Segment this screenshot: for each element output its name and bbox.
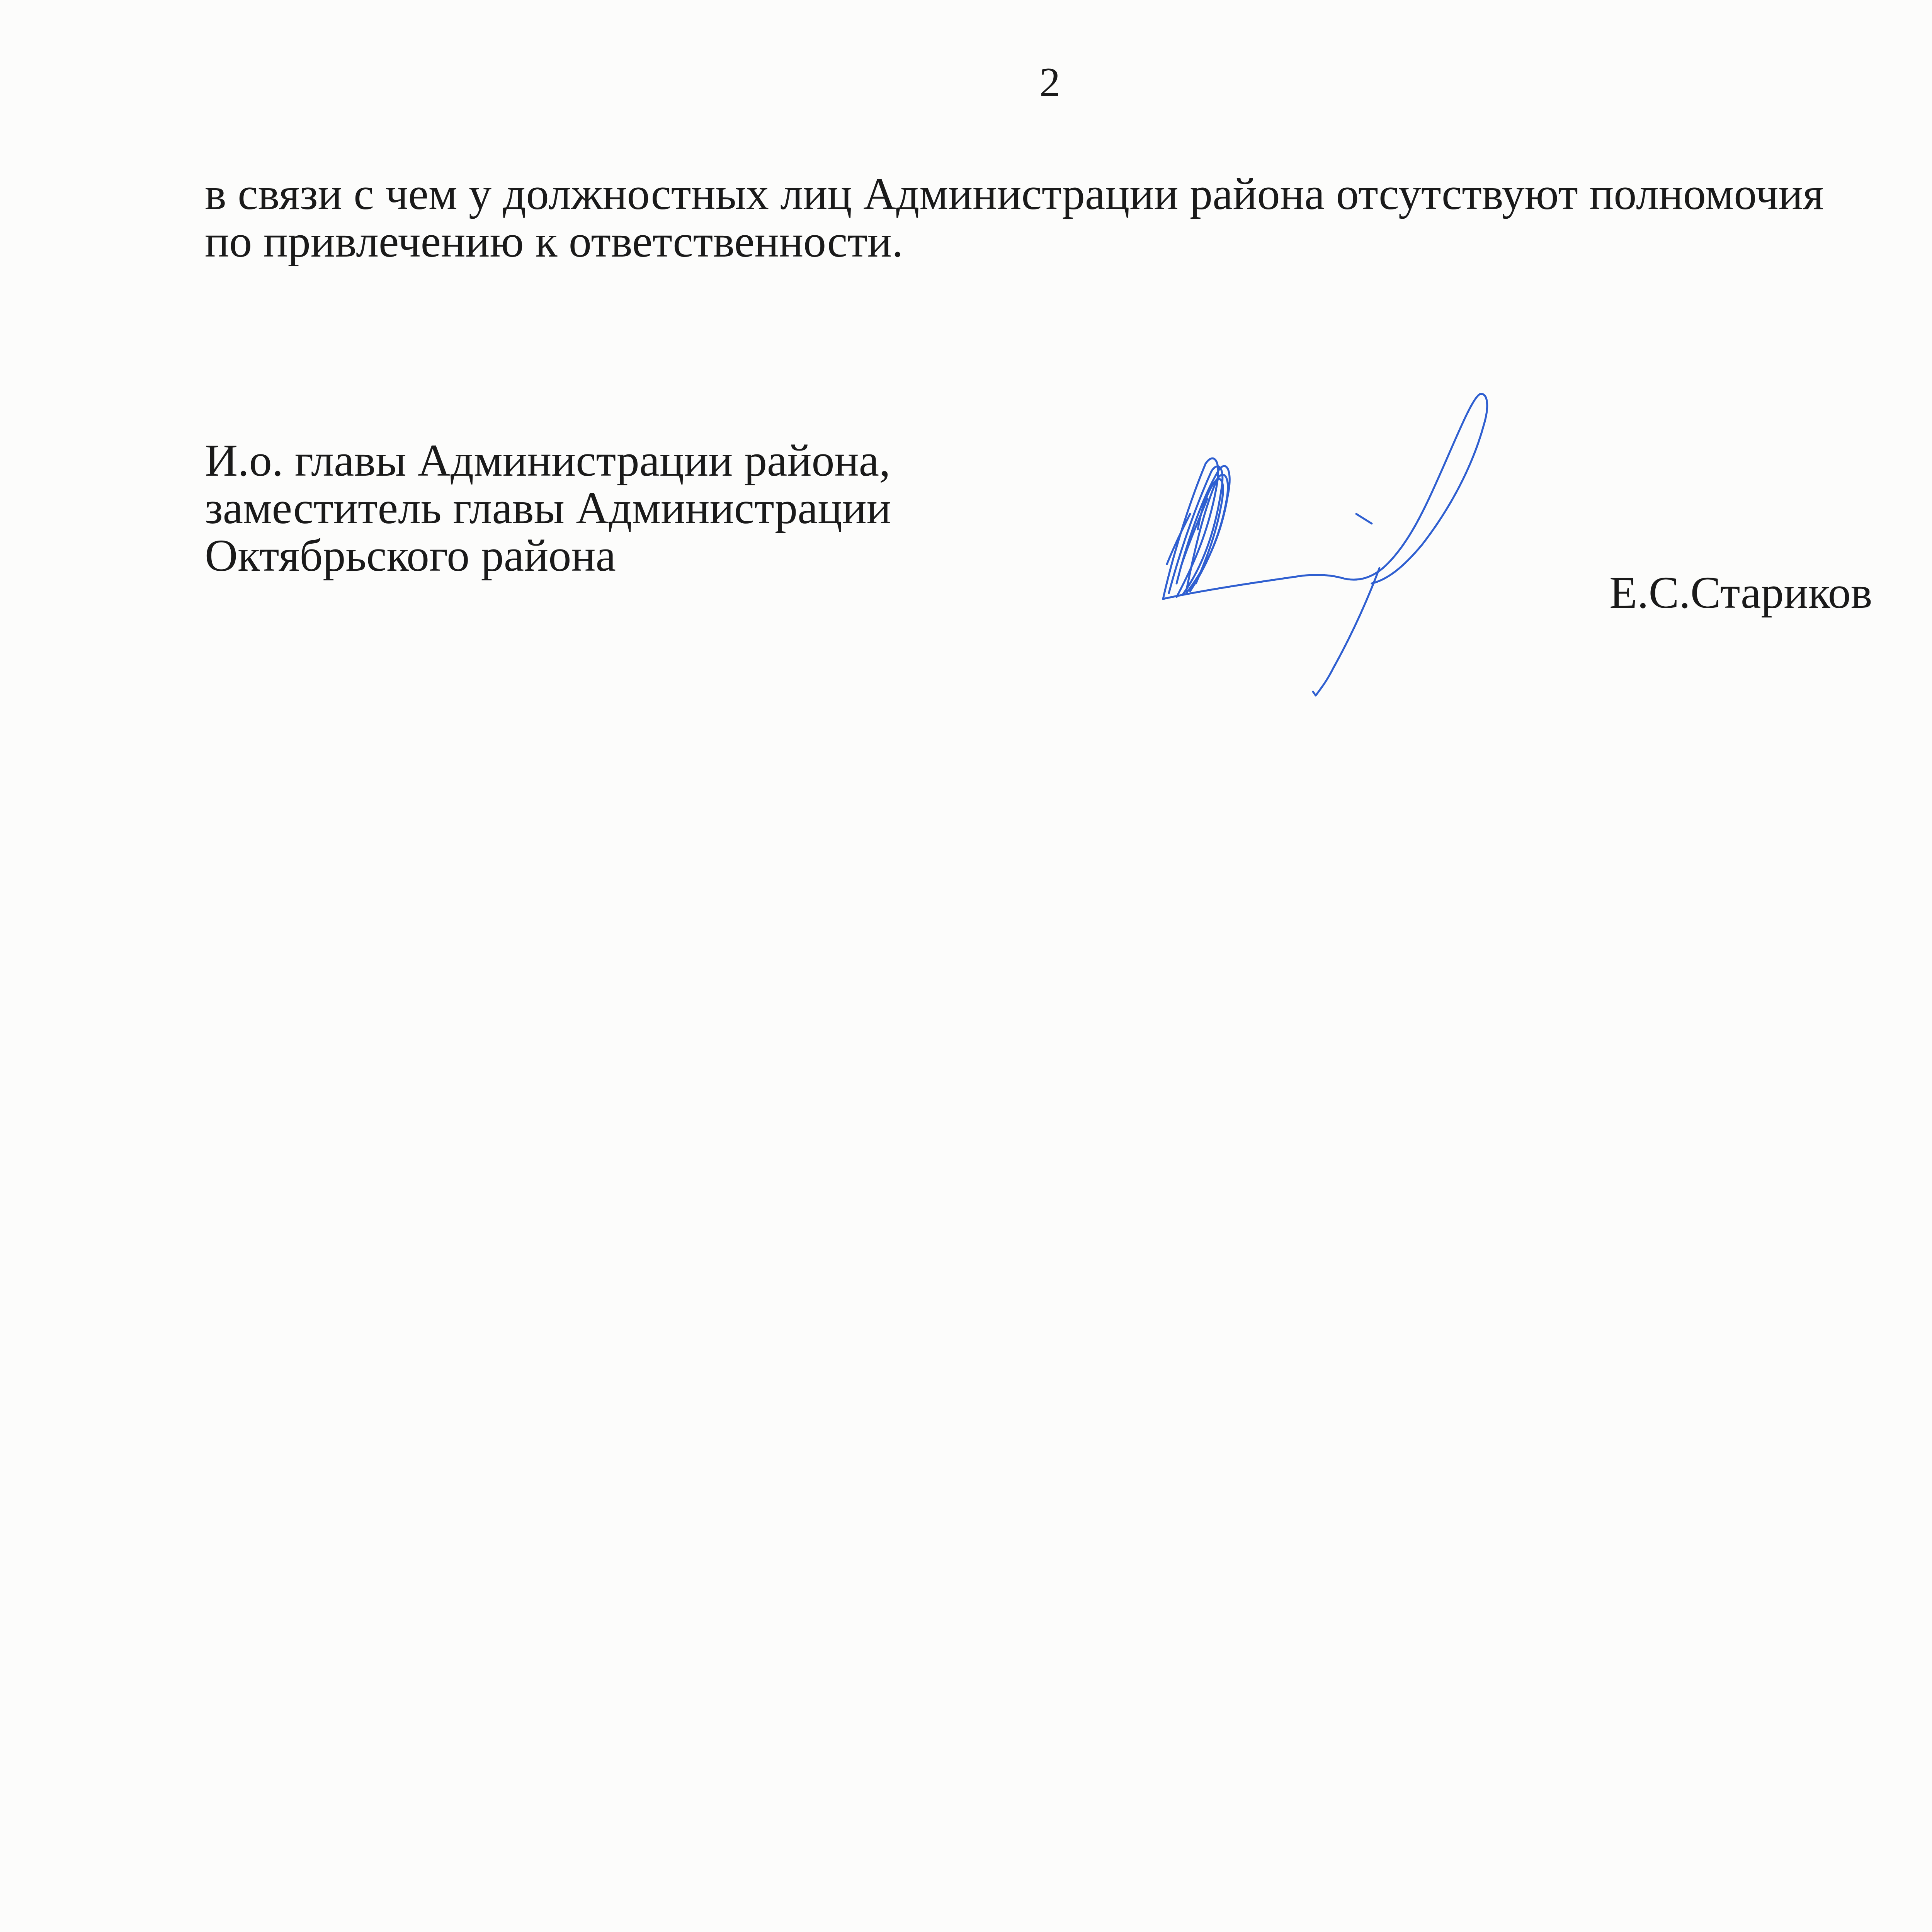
body-paragraph [205, 170, 1905, 265]
page-number: 2 [1039, 60, 1060, 105]
body-line: в связи с чем у должностных лиц Администрации района отсутствуют полномочия [205, 168, 1824, 219]
handwritten-signature [1140, 383, 1511, 715]
signatory-title-line: заместитель главы Администрации [205, 483, 891, 533]
signatory-title [205, 437, 891, 579]
body-line: по привлечению к ответственности. [205, 216, 903, 267]
signatory-title-line: Октябрьского района [205, 530, 616, 581]
signatory-name: Е.С.Стариков [1609, 567, 1872, 618]
signatory-title-line: И.о. главы Администрации района, [205, 435, 891, 486]
